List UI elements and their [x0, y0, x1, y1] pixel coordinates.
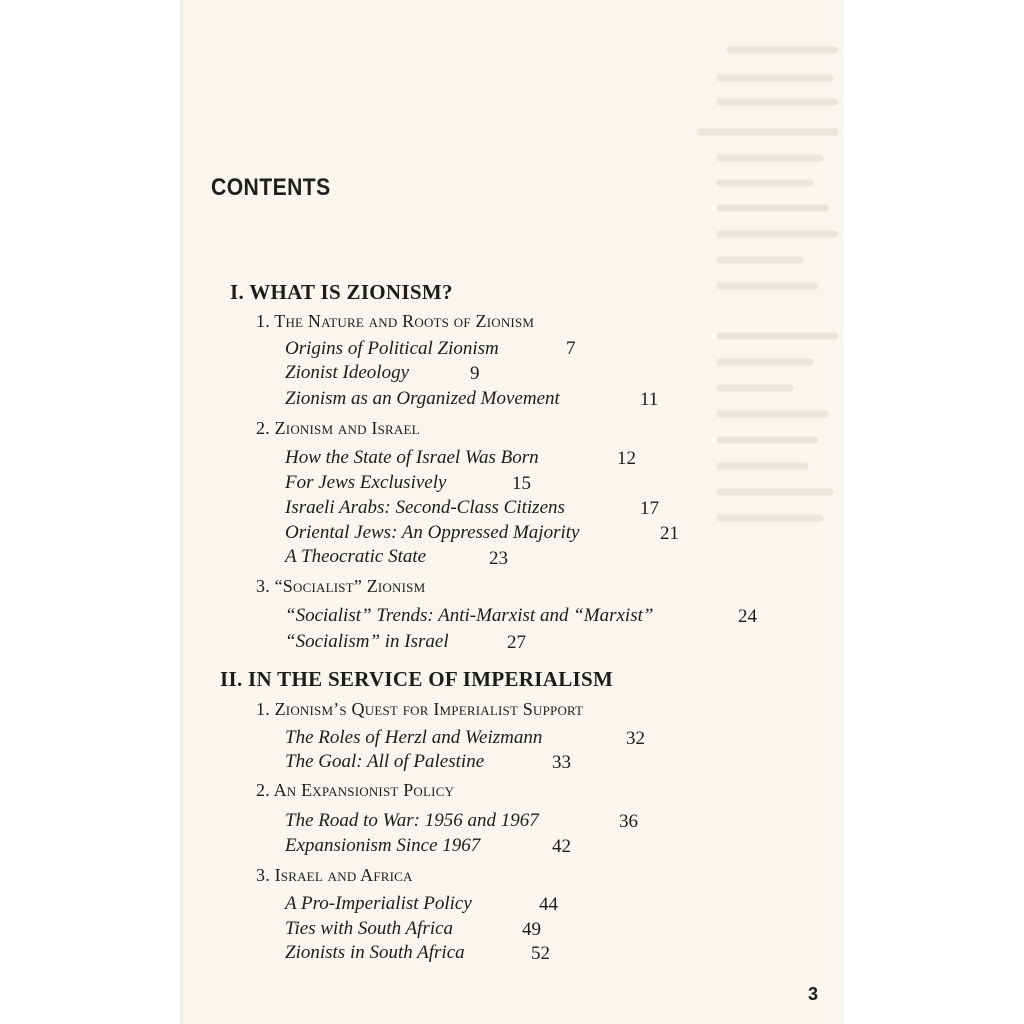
- toc-entry: A Theocratic State: [285, 546, 427, 567]
- toc-page-number: 44: [539, 894, 558, 915]
- chapter-title: 3. “Socialist” Zionism: [256, 576, 426, 596]
- toc-page-number: 9: [470, 363, 480, 384]
- toc-page-number: 7: [566, 338, 576, 359]
- toc-entry: Origins of Political Zionism: [285, 338, 499, 359]
- toc-page-number: 15: [512, 473, 531, 494]
- toc-entry: Ties with South Africa: [285, 918, 454, 939]
- toc-page-number: 32: [626, 728, 645, 749]
- toc-entry: The Goal: All of Palestine: [285, 751, 485, 772]
- chapter-title: 3. Israel and Africa: [256, 865, 413, 885]
- toc-entry: Zionists in South Africa: [285, 942, 465, 963]
- chapter-title: 2. Zionism and Israel: [256, 418, 420, 438]
- toc-entry: The Road to War: 1956 and 1967: [285, 810, 539, 831]
- chapter-title: 2. An Expansionist Policy: [256, 780, 455, 800]
- page-edge-shadow: [180, 0, 184, 1024]
- toc-page-number: 36: [619, 811, 638, 832]
- toc-entry: For Jews Exclusively: [285, 472, 447, 493]
- contents-heading: CONTENTS: [211, 174, 331, 201]
- part-title: I. WHAT IS ZIONISM?: [230, 280, 453, 304]
- toc-page-number: 42: [552, 836, 571, 857]
- part-title: II. IN THE SERVICE OF IMPERIALISM: [220, 667, 614, 691]
- toc-page-number: 24: [738, 606, 757, 627]
- chapter-title: 1. Zionism’s Quest for Imperialist Support: [256, 699, 584, 719]
- toc-page-number: 17: [640, 498, 659, 519]
- page-number: 3: [808, 984, 819, 1004]
- toc-entry: “Socialist” Trends: Anti-Marxist and “Marxist”: [285, 605, 654, 626]
- toc-page-number: 49: [522, 919, 541, 940]
- toc-entry: Zionist Ideology: [285, 362, 410, 383]
- show-through-marks: [600, 40, 840, 740]
- toc-entry: Oriental Jews: An Oppressed Majority: [285, 522, 580, 543]
- toc-entry: A Pro-Imperialist Policy: [285, 893, 472, 914]
- toc-page-number: 12: [617, 448, 636, 469]
- toc-page-number: 21: [660, 523, 679, 544]
- toc-entry: How the State of Israel Was Born: [285, 447, 539, 468]
- toc-entry: “Socialism” in Israel: [285, 631, 449, 652]
- toc-page-number: 52: [531, 943, 550, 964]
- toc-entry: The Roles of Herzl and Weizmann: [285, 727, 543, 748]
- toc-page-number: 27: [507, 632, 526, 653]
- toc-page-number: 33: [552, 752, 571, 773]
- toc-entry: Israeli Arabs: Second-Class Citizens: [285, 497, 565, 518]
- toc-page-number: 23: [489, 548, 508, 569]
- toc-page-number: 11: [640, 389, 659, 410]
- chapter-title: 1. The Nature and Roots of Zionism: [256, 311, 535, 331]
- toc-entry: Expansionism Since 1967: [285, 835, 481, 856]
- toc-entry: Zionism as an Organized Movement: [285, 388, 560, 409]
